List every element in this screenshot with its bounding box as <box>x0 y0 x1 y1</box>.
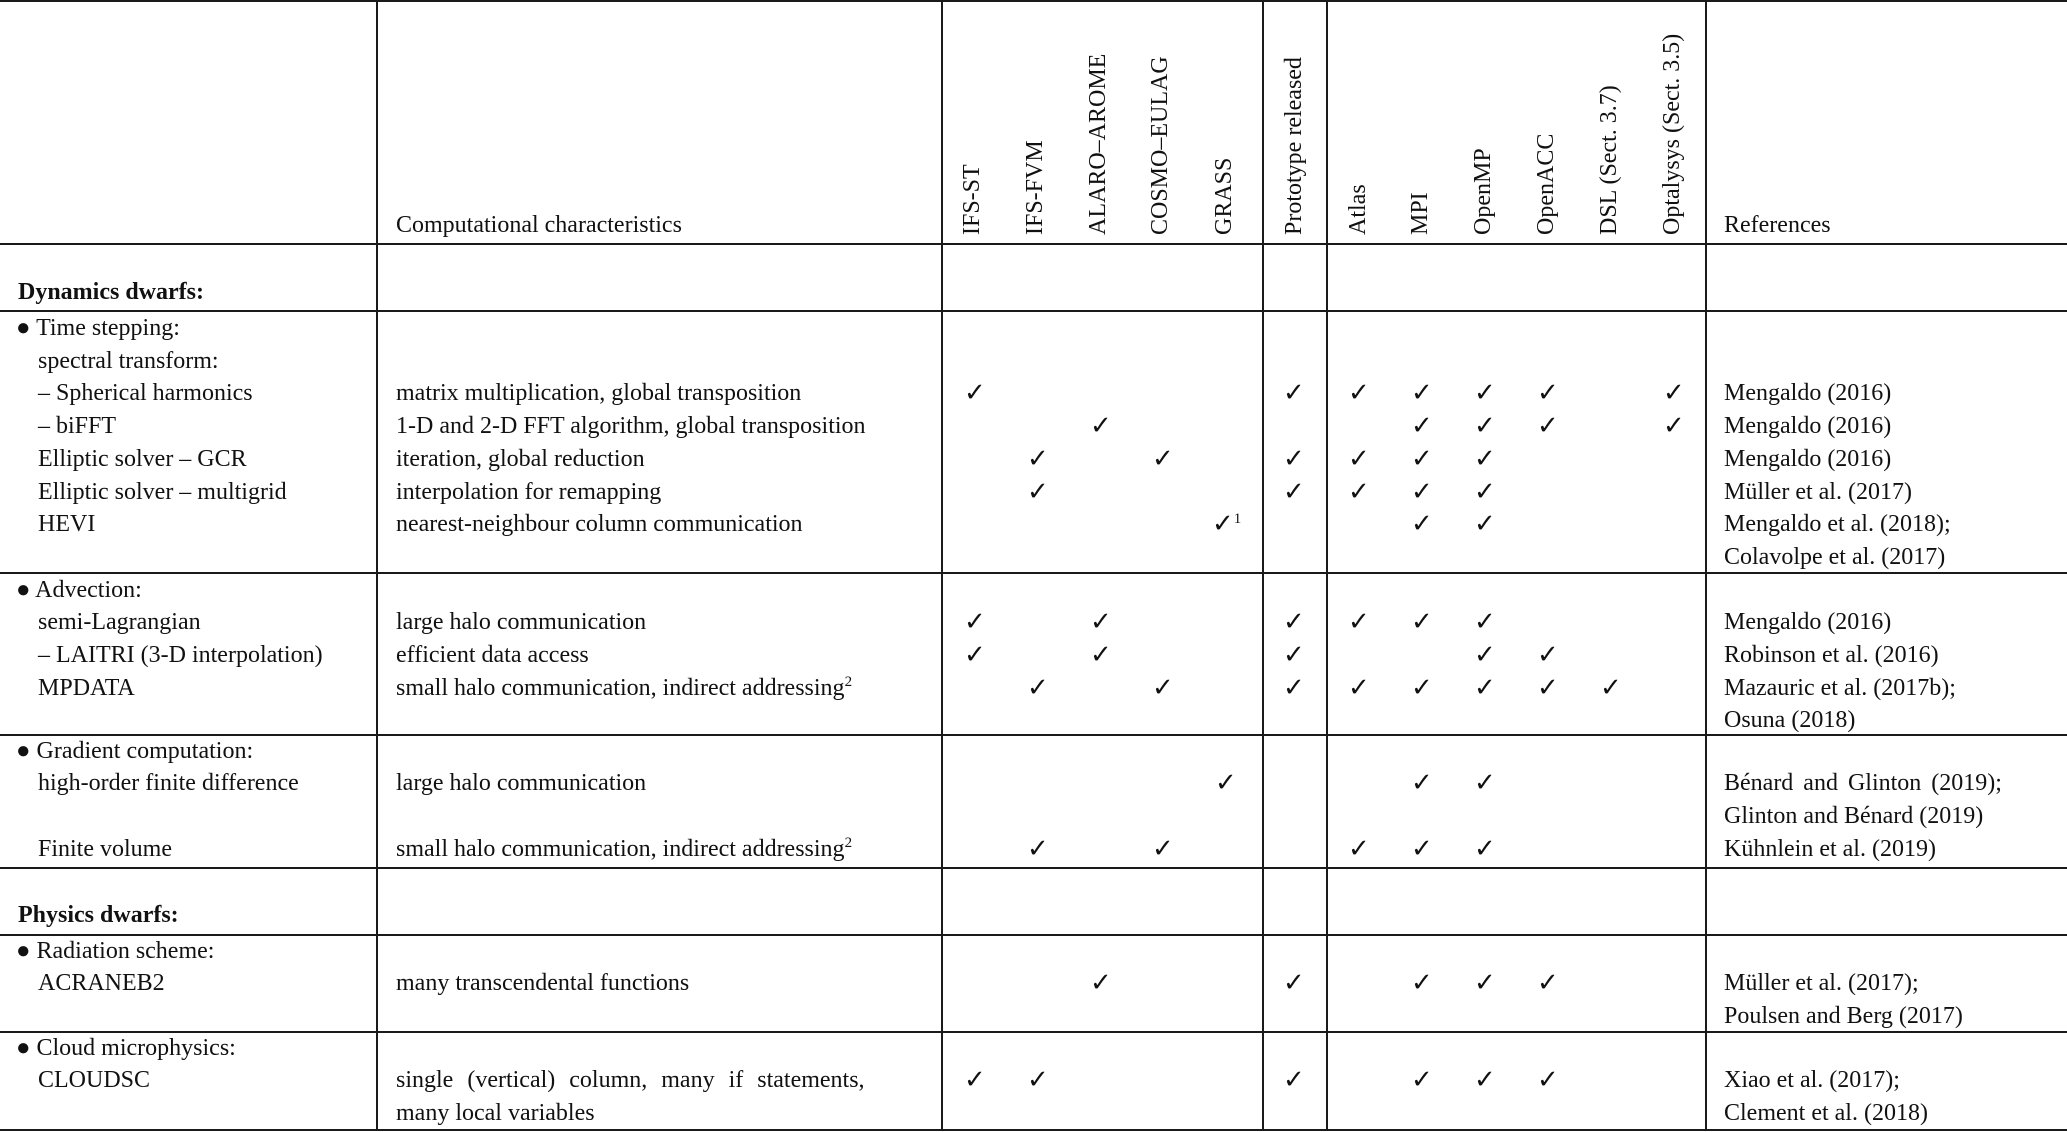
row-name: – LAITRI (3-D interpolation) <box>38 642 323 668</box>
row-characteristics: many transcendental functions <box>396 970 690 996</box>
header-grass: GRASS <box>1211 157 1237 235</box>
check-mark: ✓ <box>1411 968 1433 997</box>
row-name: semi-Lagrangian <box>38 609 201 635</box>
header-openmp: OpenMP <box>1470 148 1496 235</box>
check-mark: ✓ <box>1537 968 1559 997</box>
section-dynamics: Dynamics dwarfs: <box>18 279 204 305</box>
check-mark: ✓ <box>1537 378 1559 407</box>
row-name: Finite volume <box>38 836 172 862</box>
check-mark: ✓ <box>964 640 986 669</box>
col-divider <box>941 0 943 1131</box>
subgroup-spectral-transform: spectral transform: <box>38 348 219 374</box>
check-mark: ✓ <box>964 378 986 407</box>
check-mark: ✓ <box>1411 378 1433 407</box>
row-reference-cont: Osuna (2018) <box>1724 707 1856 733</box>
check-mark: ✓ <box>1348 673 1370 702</box>
check-mark: ✓ <box>1537 673 1559 702</box>
group-time-stepping: ● Time stepping: <box>16 315 180 341</box>
check-mark: ✓ <box>1411 509 1433 538</box>
row-reference: Mengaldo et al. (2018); <box>1724 511 1951 537</box>
check-mark: ✓ <box>1474 509 1496 538</box>
check-mark: ✓ <box>1474 640 1496 669</box>
row-name: HEVI <box>38 511 96 537</box>
row-name: – Spherical harmonics <box>38 380 253 406</box>
row-characteristics: interpolation for remapping <box>396 479 662 505</box>
group-gradient: ● Gradient computation: <box>16 738 254 764</box>
check-mark: ✓ <box>1090 607 1112 636</box>
row-reference: Mengaldo (2016) <box>1724 380 1892 406</box>
row-characteristics: single (vertical) column, many if statements, <box>396 1067 865 1093</box>
check-mark: ✓ <box>1348 834 1370 863</box>
group-advection: ● Advection: <box>16 577 142 603</box>
row-name: ACRANEB2 <box>38 970 165 996</box>
check-mark: ✓ <box>1411 673 1433 702</box>
check-mark: ✓$^1$ <box>1212 509 1242 538</box>
check-mark: ✓ <box>1152 834 1174 863</box>
footnote-marker: 1 <box>1233 511 1242 527</box>
row-reference: Müller et al. (2017); <box>1724 970 1919 996</box>
check-mark: ✓ <box>964 607 986 636</box>
rule <box>0 734 2067 736</box>
check-mark: ✓ <box>1411 1065 1433 1094</box>
row-characteristics: small halo communication, indirect addressing$^2$ <box>396 835 853 862</box>
row-reference-cont: Glinton and Bénard (2019) <box>1724 803 1984 829</box>
check-mark: ✓ <box>1348 444 1370 473</box>
check-mark: ✓ <box>1152 673 1174 702</box>
check-mark: ✓ <box>1411 834 1433 863</box>
header-atlas: Atlas <box>1345 184 1371 235</box>
row-name: high-order finite difference <box>38 770 299 796</box>
row-characteristics: efficient data access <box>396 642 589 668</box>
col-divider <box>1326 0 1328 1131</box>
check-mark: ✓ <box>1474 378 1496 407</box>
check-mark: ✓ <box>1090 411 1112 440</box>
rule <box>0 1031 2067 1033</box>
row-characteristics: 1-D and 2-D FFT algorithm, global transposition <box>396 413 866 439</box>
row-reference-cont: Poulsen and Berg (2017) <box>1724 1003 1963 1029</box>
rule <box>0 867 2067 869</box>
check-mark: ✓ <box>1411 411 1433 440</box>
row-name: CLOUDSC <box>38 1067 151 1093</box>
check-mark: ✓ <box>1663 378 1685 407</box>
header-ifs-st: IFS-ST <box>959 164 985 235</box>
row-characteristics-cont: many local variables <box>396 1100 595 1126</box>
rule <box>0 934 2067 936</box>
check-mark: ✓ <box>1152 444 1174 473</box>
row-reference: Müller et al. (2017) <box>1724 479 1912 505</box>
col-divider <box>1262 0 1264 1131</box>
check-mark: ✓ <box>1474 607 1496 636</box>
rule-top <box>0 0 2067 2</box>
check-mark: ✓ <box>1090 968 1112 997</box>
group-radiation: ● Radiation scheme: <box>16 938 215 964</box>
row-reference: Xiao et al. (2017); <box>1724 1067 1900 1093</box>
row-characteristics: large halo communication <box>396 770 647 796</box>
check-mark: ✓ <box>1027 834 1049 863</box>
check-mark: ✓ <box>1027 477 1049 506</box>
row-name: MPDATA <box>38 675 135 701</box>
row-name: Elliptic solver – multigrid <box>38 479 287 505</box>
check-mark: ✓ <box>1537 1065 1559 1094</box>
rule <box>0 572 2067 574</box>
check-mark: ✓ <box>1283 477 1305 506</box>
rule-bottom <box>0 1129 2067 1131</box>
check-mark: ✓ <box>1411 477 1433 506</box>
row-reference: Robinson et al. (2016) <box>1724 642 1939 668</box>
check-mark: ✓ <box>1474 1065 1496 1094</box>
row-reference: Bénard and Glinton (2019); <box>1724 770 2002 796</box>
col-divider <box>376 0 378 1131</box>
check-mark: ✓ <box>1474 411 1496 440</box>
row-reference-cont: Colavolpe et al. (2017) <box>1724 544 1946 570</box>
check-mark: ✓ <box>1283 673 1305 702</box>
header-ifs-fvm: IFS-FVM <box>1022 140 1048 235</box>
check-mark: ✓ <box>1411 444 1433 473</box>
check-mark: ✓ <box>1283 1065 1305 1094</box>
row-characteristics: iteration, global reduction <box>396 446 645 472</box>
check-mark: ✓ <box>1215 768 1237 797</box>
rule-header-bottom <box>0 243 2067 245</box>
check-mark: ✓ <box>1600 673 1622 702</box>
row-characteristics: nearest-neighbour column communication <box>396 511 803 537</box>
row-reference: Mengaldo (2016) <box>1724 609 1892 635</box>
check-mark: ✓ <box>1090 640 1112 669</box>
header-cosmo-eulag: COSMO–EULAG <box>1147 56 1173 235</box>
check-mark: ✓ <box>1283 640 1305 669</box>
row-characteristics: matrix multiplication, global transposition <box>396 380 802 406</box>
row-reference: Mazauric et al. (2017b); <box>1724 675 1956 701</box>
check-mark: ✓ <box>1474 968 1496 997</box>
header-mpi: MPI <box>1407 192 1433 235</box>
group-cloud: ● Cloud microphysics: <box>16 1035 236 1061</box>
section-physics: Physics dwarfs: <box>18 902 179 928</box>
check-mark: ✓ <box>1283 444 1305 473</box>
check-mark: ✓ <box>1027 1065 1049 1094</box>
footnote-marker: 2 <box>844 674 853 690</box>
row-reference: Mengaldo (2016) <box>1724 413 1892 439</box>
header-references: References <box>1724 212 1831 238</box>
check-mark: ✓ <box>1283 378 1305 407</box>
check-mark: ✓ <box>1411 607 1433 636</box>
check-mark: ✓ <box>1537 411 1559 440</box>
row-characteristics: large halo communication <box>396 609 647 635</box>
rule <box>0 310 2067 312</box>
row-name: Elliptic solver – GCR <box>38 446 247 472</box>
check-mark: ✓ <box>1348 378 1370 407</box>
header-openacc: OpenACC <box>1533 133 1559 235</box>
row-reference: Kühnlein et al. (2019) <box>1724 836 1936 862</box>
row-reference: Mengaldo (2016) <box>1724 446 1892 472</box>
check-mark: ✓ <box>1027 673 1049 702</box>
check-mark: ✓ <box>1027 444 1049 473</box>
footnote-marker: 2 <box>844 835 853 851</box>
check-mark: ✓ <box>1474 673 1496 702</box>
col-divider <box>1705 0 1707 1131</box>
check-mark: ✓ <box>1411 768 1433 797</box>
check-mark: ✓ <box>1283 968 1305 997</box>
check-mark: ✓ <box>1348 477 1370 506</box>
row-name: – biFFT <box>38 413 117 439</box>
check-mark: ✓ <box>1474 834 1496 863</box>
check-mark: ✓ <box>1283 607 1305 636</box>
header-alaro-arome: ALARO–AROME <box>1085 53 1111 235</box>
header-characteristics: Computational characteristics <box>396 212 682 238</box>
check-mark: ✓ <box>1474 444 1496 473</box>
row-characteristics: small halo communication, indirect addressing$^2$ <box>396 674 853 701</box>
check-mark: ✓ <box>1474 477 1496 506</box>
row-reference-cont: Clement et al. (2018) <box>1724 1100 1928 1126</box>
check-mark: ✓ <box>1474 768 1496 797</box>
header-prototype-released: Prototype released <box>1281 57 1307 235</box>
check-mark: ✓ <box>1537 640 1559 669</box>
header-optalysys: Optalysys (Sect. 3.5) <box>1659 33 1685 235</box>
check-mark: ✓ <box>1663 411 1685 440</box>
header-dsl: DSL (Sect. 3.7) <box>1596 85 1622 235</box>
check-mark: ✓ <box>1348 607 1370 636</box>
check-mark: ✓ <box>964 1065 986 1094</box>
